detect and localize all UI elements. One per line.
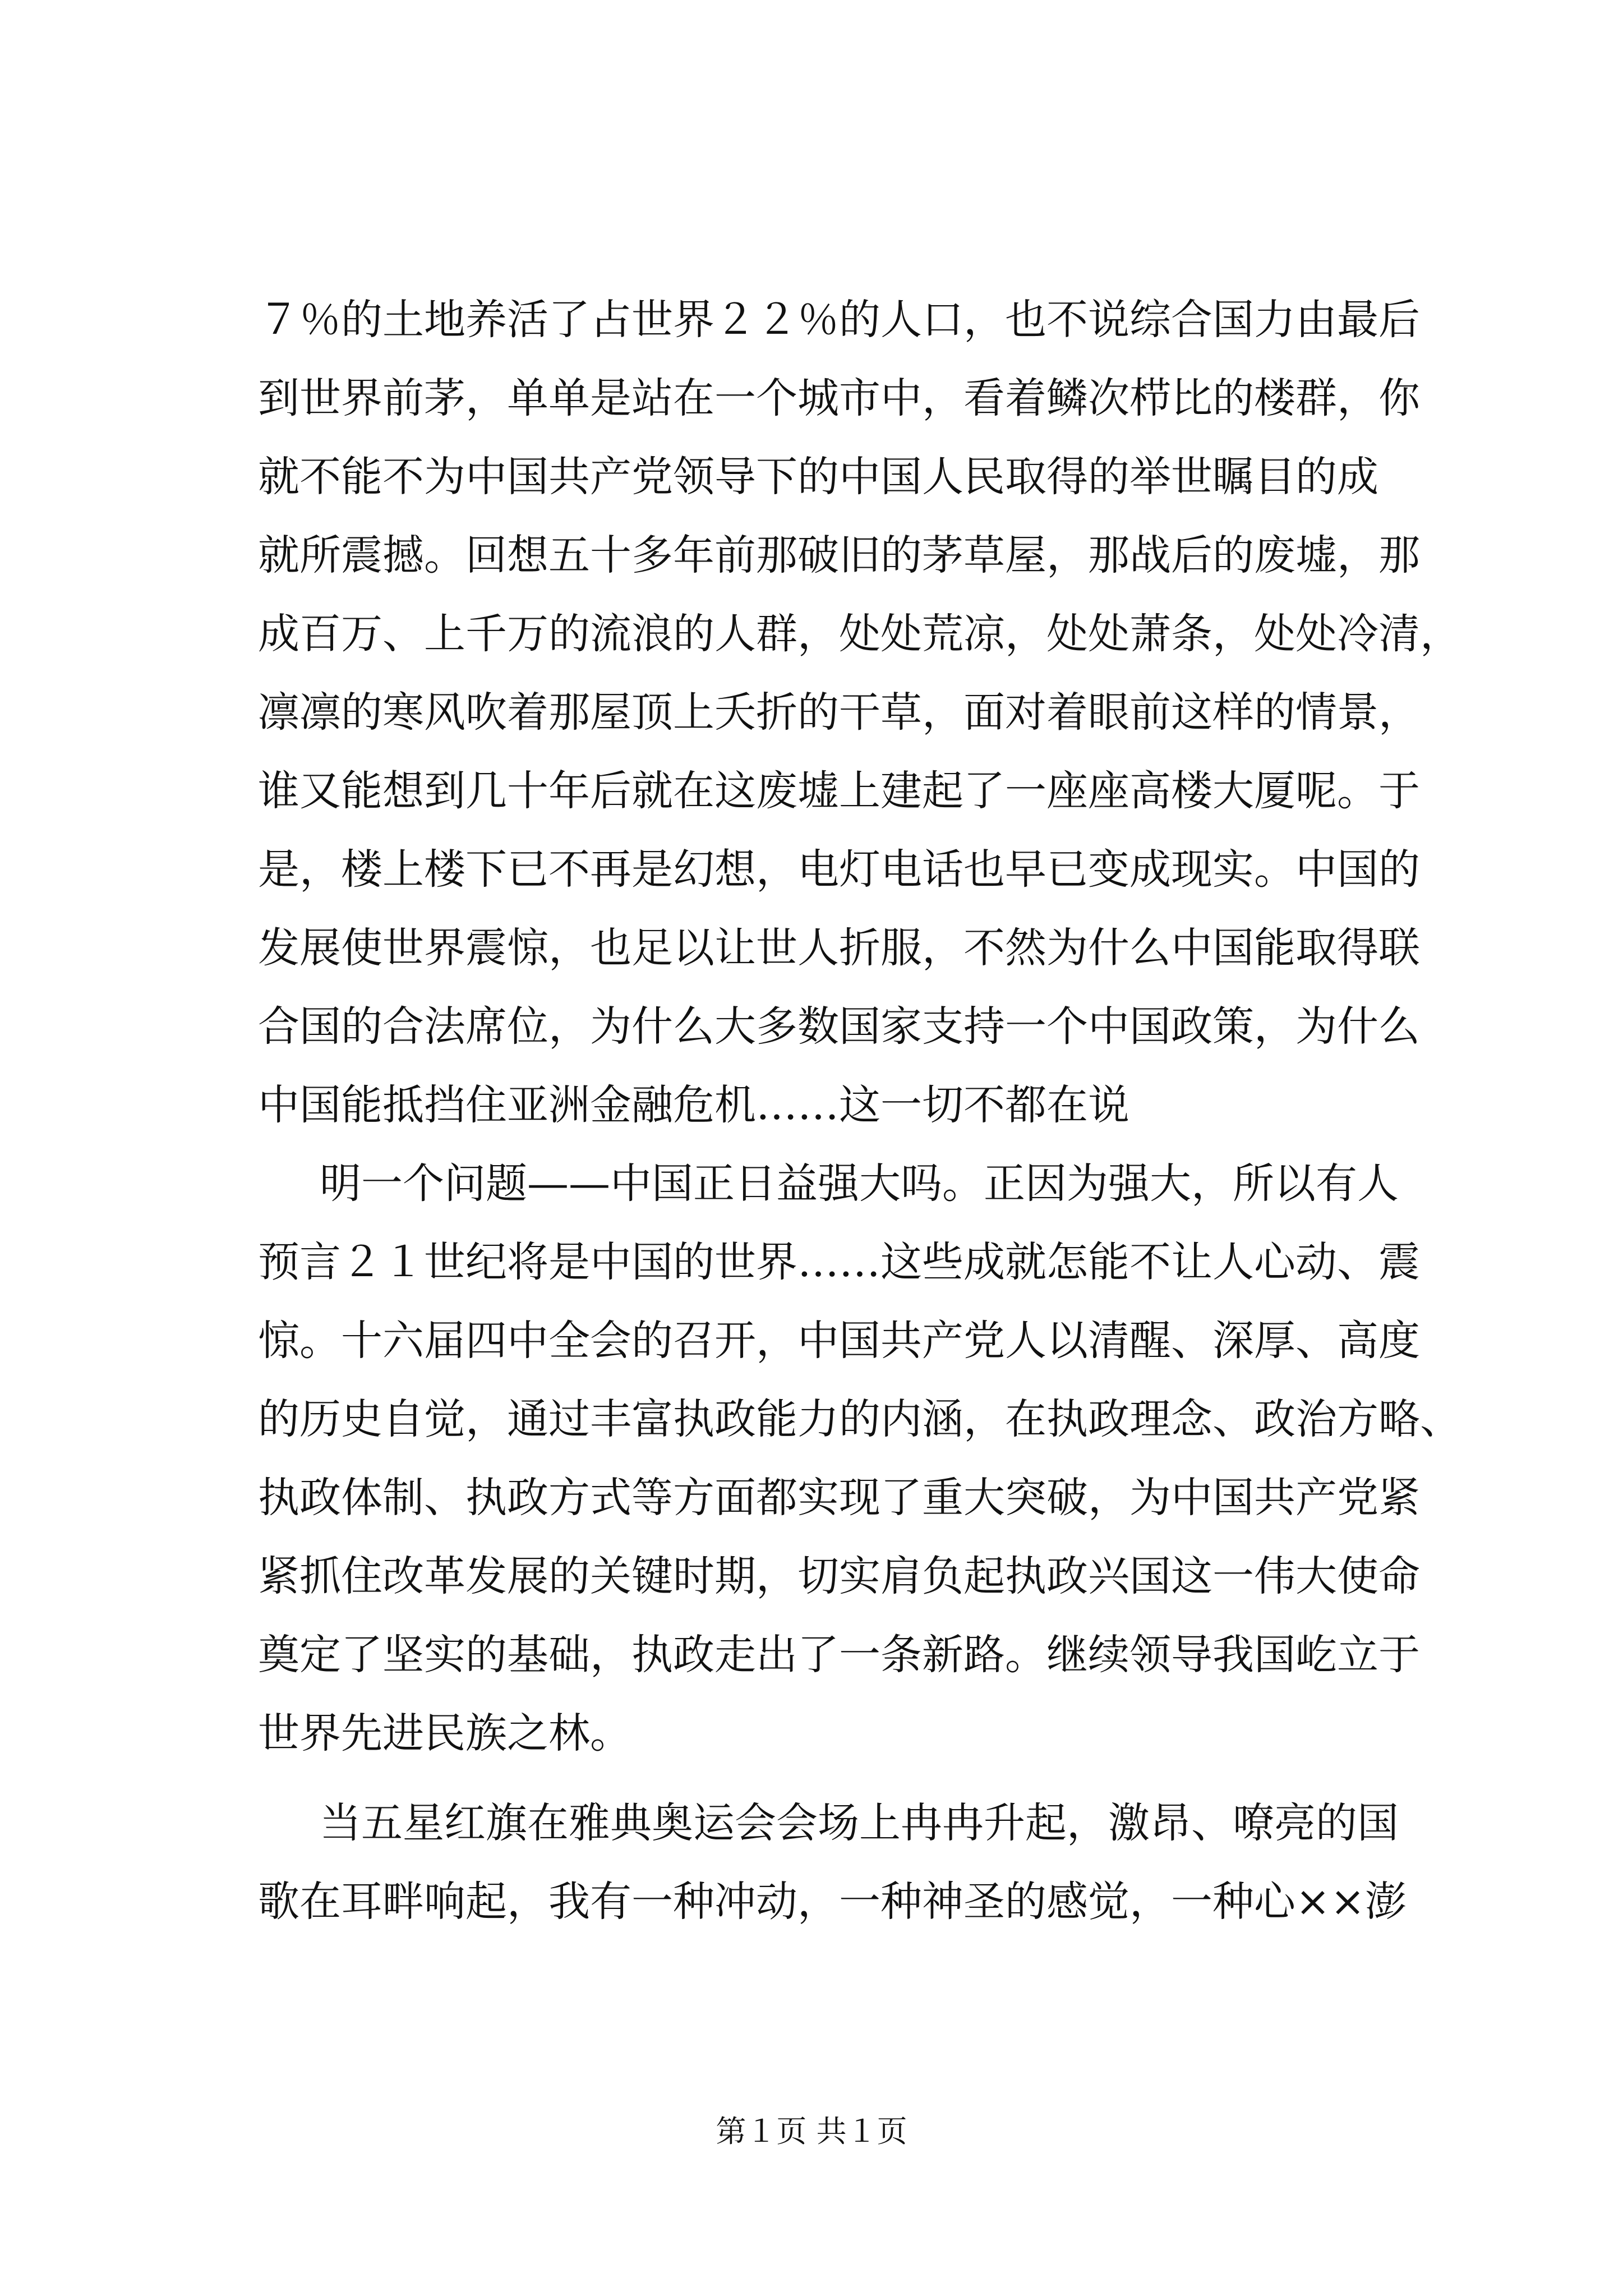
text-line: 紧抓住改革发展的关键时期，切实肩负起执政兴国这一伟大使命 <box>258 1552 1420 1600</box>
text-line: 奠定了坚实的基础，执政走出了一条新路。继续领导我国屹立于 <box>258 1631 1420 1679</box>
text-line: 预言２１世纪将是中国的世界……这些成就怎能不让人心动、震 <box>258 1238 1420 1286</box>
text-line: 世界先进民族之林。 <box>258 1709 631 1757</box>
text-line: 谁又能想到几十年后就在这废墟上建起了一座座高楼大厦呢。于 <box>258 767 1420 815</box>
text-line: 是，楼上楼下已不再是幻想，电灯电话也早已变成现实。中国的 <box>258 845 1420 894</box>
text-line: 中国能抵挡住亚洲金融危机……这一切不都在说 <box>258 1081 1129 1129</box>
text-line: 的历史自觉，通过丰富执政能力的内涵，在执政理念、政治方略、 <box>258 1395 1461 1443</box>
text-line: 发展使世界震惊，也足以让世人折服，不然为什么中国能取得联 <box>258 924 1420 972</box>
text-line: 合国的合法席位，为什么大多数国家支持一个中国政策，为什么 <box>258 1002 1420 1051</box>
text-line: 惊。十六届四中全会的召开，中国共产党人以清醒、深厚、高度 <box>258 1317 1420 1365</box>
page-number-footer: 第１页 共１页 <box>716 2114 907 2149</box>
text-line: 凛凛的寒风吹着那屋顶上夭折的干草，面对着眼前这样的情景， <box>258 688 1420 737</box>
text-line: 到世界前茅，单单是站在一个城市中，看着鳞次栉比的楼群，你 <box>258 374 1420 422</box>
text-line: 当五星红旗在雅典奥运会会场上冉冉升起，激昂、嘹亮的国 <box>320 1799 1399 1847</box>
text-line: 明一个问题——中国正日益强大吗。正因为强大，所以有人 <box>320 1159 1399 1208</box>
text-line: ７％的土地养活了占世界２２％的人口，也不说综合国力由最后 <box>258 296 1420 344</box>
text-line: 执政体制、执政方式等方面都实现了重大突破，为中国共产党紧 <box>258 1474 1420 1522</box>
text-line: 成百万、上千万的流浪的人群，处处荒凉，处处萧条，处处冷清， <box>258 610 1461 658</box>
text-line: 就所震撼。回想五十多年前那破旧的茅草屋，那战后的废墟，那 <box>258 531 1420 579</box>
text-line: 歌在耳畔响起，我有一种冲动，一种神圣的感觉，一种心××澎 <box>258 1878 1407 1926</box>
text-line: 就不能不为中国共产党领导下的中国人民取得的举世瞩目的成 <box>258 453 1378 501</box>
